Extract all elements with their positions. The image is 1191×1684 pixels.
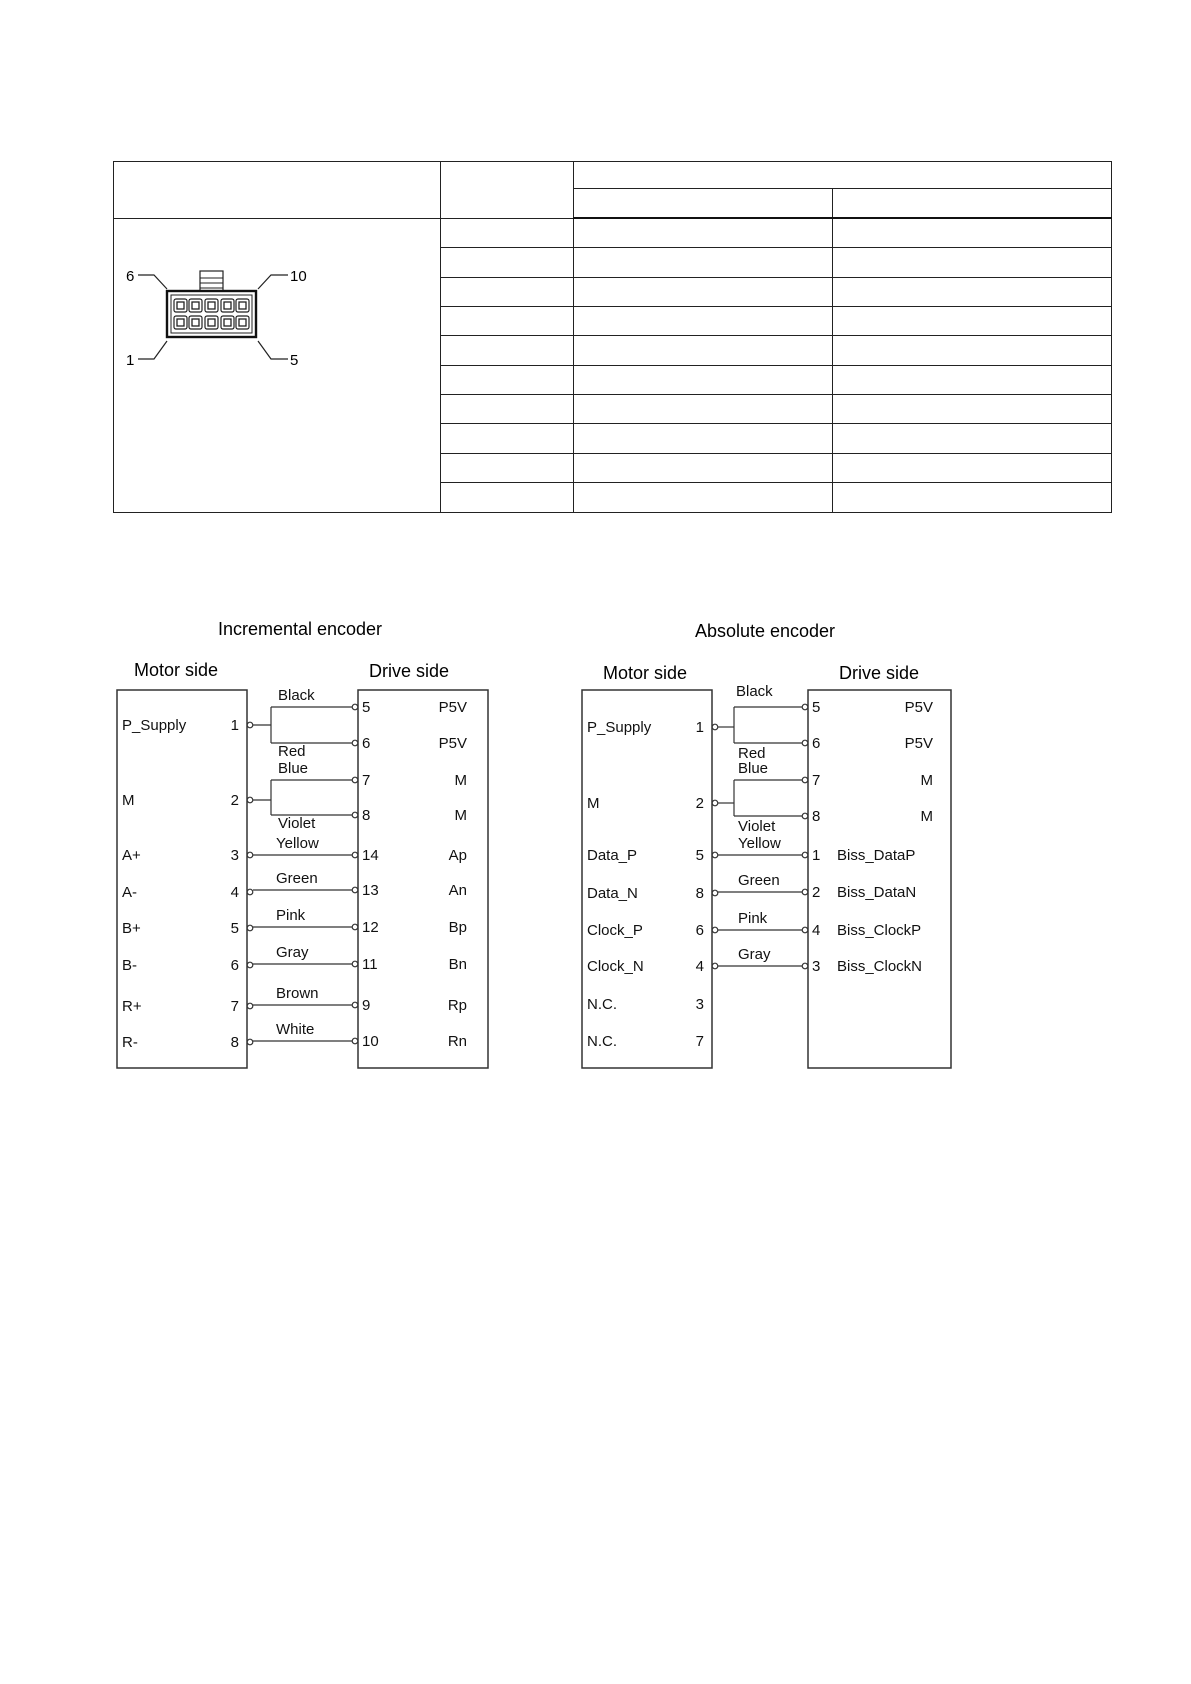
motor-pin-number: 8 [695, 885, 704, 902]
drive-terminal [352, 961, 358, 967]
motor-pin-number: 2 [695, 795, 704, 812]
drive-signal-name: Ap [448, 847, 467, 864]
wire-color-label: Violet [278, 815, 316, 832]
connector-pin-label: 5 [290, 351, 299, 369]
drive-pin-number: 7 [812, 772, 821, 789]
drive-pin-number: 8 [812, 808, 821, 825]
table-cell [833, 277, 1112, 306]
wire-color-label: White [276, 1021, 315, 1038]
wire-color-label: Red [738, 745, 766, 762]
table-cell [833, 395, 1112, 424]
motor-pin-number: 8 [230, 1034, 239, 1051]
motor-terminal [247, 925, 253, 931]
connector-housing [167, 291, 256, 337]
pin-assignment-table [113, 161, 1112, 513]
drive-terminal [802, 852, 808, 858]
motor-pin-number: 5 [230, 920, 239, 937]
wire-color-label: Gray [738, 946, 771, 963]
motor-pin-number: 6 [230, 957, 239, 974]
motor-signal-name: A- [122, 884, 137, 901]
drive-signal-name: Rp [447, 997, 467, 1014]
table-cell [833, 365, 1112, 394]
drive-terminal [352, 924, 358, 930]
motor-pin-number: 7 [695, 1033, 704, 1050]
drive-pin-number: 5 [362, 699, 371, 716]
drive-side-box [358, 690, 488, 1068]
motor-pin-number: 4 [695, 958, 704, 975]
drive-signal-name: Biss_ClockN [837, 958, 923, 975]
drive-pin-number: 4 [812, 922, 821, 939]
motor-side-header: Motor side [603, 663, 688, 683]
drive-terminal [802, 889, 808, 895]
table-cell [574, 248, 833, 277]
motor-pin-number: 5 [695, 847, 704, 864]
table-cell [574, 218, 833, 248]
drive-pin-number: 6 [362, 735, 371, 752]
drive-pin-number: 13 [362, 882, 379, 899]
motor-pin-number: 4 [230, 884, 239, 901]
drive-pin-number: 10 [362, 1033, 379, 1050]
wire-color-label: Gray [276, 944, 309, 961]
drive-terminal [802, 927, 808, 933]
table-cell [833, 307, 1112, 336]
header-cell-pin [441, 162, 574, 219]
drive-pin-number: 5 [812, 699, 821, 716]
table-cell [441, 307, 574, 336]
motor-signal-name: A+ [122, 847, 141, 864]
table-cell [441, 277, 574, 306]
connector-drawing [114, 219, 439, 509]
table-cell [574, 336, 833, 365]
header-cell-sub-2 [833, 189, 1112, 219]
table-cell [441, 248, 574, 277]
drive-terminal [802, 704, 808, 710]
motor-pin-number: 3 [695, 996, 704, 1013]
table-cell [833, 248, 1112, 277]
wire-color-label: Brown [276, 985, 319, 1002]
motor-signal-name: M [587, 795, 600, 812]
motor-signal-name: B- [122, 957, 137, 974]
motor-pin-number: 3 [230, 847, 239, 864]
drive-pin-number: 7 [362, 772, 371, 789]
drive-signal-name: Biss_ClockP [837, 922, 922, 939]
table-cell [574, 277, 833, 306]
drive-signal-name: P5V [438, 735, 467, 752]
motor-terminal [247, 889, 253, 895]
motor-signal-name: Data_N [587, 885, 638, 902]
motor-side-header: Motor side [134, 660, 219, 680]
table-cell [441, 336, 574, 365]
drive-signal-name: Biss_DataP [837, 847, 916, 864]
motor-terminal [712, 724, 718, 730]
table-cell [574, 365, 833, 394]
drive-pin-number: 3 [812, 958, 821, 975]
connector-latch [200, 271, 223, 293]
drive-pin-number: 12 [362, 919, 379, 936]
connector-pin-label: 1 [126, 351, 135, 369]
drive-terminal [802, 740, 808, 746]
motor-signal-name: R- [122, 1034, 138, 1051]
motor-pin-number: 1 [230, 717, 239, 734]
table-cell [833, 218, 1112, 248]
motor-terminal [247, 797, 253, 803]
drive-pin-number: 2 [812, 884, 821, 901]
motor-terminal [712, 852, 718, 858]
drive-terminal [802, 963, 808, 969]
drive-terminal [352, 740, 358, 746]
absolute-encoder-diagram [582, 621, 951, 1068]
motor-signal-name: Data_P [587, 847, 638, 864]
diagram-title: Incremental encoder [217, 619, 383, 639]
wire-color-label: Pink [276, 907, 306, 924]
drive-pin-number: 8 [362, 807, 371, 824]
drive-signal-name: P5V [438, 699, 467, 716]
motor-terminal [247, 1003, 253, 1009]
motor-pin-number: 6 [695, 922, 704, 939]
drive-pin-number: 11 [362, 956, 378, 973]
drive-signal-name: Biss_DataN [837, 884, 917, 901]
drive-signal-name: M [920, 772, 933, 789]
motor-signal-name: Clock_P [587, 922, 643, 939]
table-cell [574, 453, 833, 482]
wire-color-label: Yellow [738, 835, 781, 852]
drive-terminal [352, 704, 358, 710]
table-cell [441, 424, 574, 453]
drive-signal-name: Bn [448, 956, 467, 973]
wire-color-label: Blue [278, 760, 309, 777]
drive-terminal [352, 852, 358, 858]
drive-side-header: Drive side [839, 663, 920, 683]
drive-terminal [802, 777, 808, 783]
drive-signal-name: Bp [448, 919, 467, 936]
diagram-title: Absolute encoder [694, 621, 836, 641]
motor-signal-name: N.C. [587, 996, 617, 1013]
drive-signal-name: M [920, 808, 933, 825]
drive-signal-name: Rn [447, 1033, 467, 1050]
motor-pin-number: 7 [230, 998, 239, 1015]
drive-terminal [352, 812, 358, 818]
wiring-diagram [0, 600, 1191, 1080]
motor-signal-name: R+ [122, 998, 142, 1015]
table-cell [833, 336, 1112, 365]
motor-terminal [247, 962, 253, 968]
drive-signal-name: P5V [904, 735, 933, 752]
motor-pin-number: 1 [695, 719, 704, 736]
drive-terminal [352, 777, 358, 783]
motor-signal-name: B+ [122, 920, 141, 937]
wire-color-label: Black [278, 687, 315, 704]
table-row [114, 218, 1112, 248]
motor-terminal [247, 1039, 253, 1045]
drive-pin-number: 14 [362, 847, 379, 864]
drive-terminal [352, 1038, 358, 1044]
table-cell [441, 218, 574, 248]
motor-signal-name: N.C. [587, 1033, 617, 1050]
table-cell [441, 395, 574, 424]
table-cell [833, 424, 1112, 453]
table-cell [574, 395, 833, 424]
table-cell [574, 424, 833, 453]
wire-color-label: Green [276, 870, 318, 887]
table-cell [574, 483, 833, 512]
header-cell-connector [114, 162, 441, 219]
motor-terminal [247, 852, 253, 858]
motor-terminal [712, 890, 718, 896]
table-cell [441, 483, 574, 512]
motor-terminal [247, 722, 253, 728]
wire-color-label: Violet [738, 818, 776, 835]
table-cell [833, 483, 1112, 512]
wire-color-label: Pink [738, 910, 768, 927]
drive-terminal [352, 1002, 358, 1008]
table-cell [441, 453, 574, 482]
motor-signal-name: M [122, 792, 135, 809]
header-cell-sub-1 [574, 189, 833, 219]
motor-signal-name: P_Supply [122, 717, 187, 734]
drive-signal-name: An [448, 882, 467, 899]
table-cell [833, 453, 1112, 482]
drive-terminal [352, 887, 358, 893]
drive-pin-number: 1 [812, 847, 821, 864]
connector-pin-label: 10 [290, 267, 307, 285]
drive-terminal [802, 813, 808, 819]
motor-signal-name: Clock_N [587, 958, 644, 975]
connector-pin-label: 6 [126, 267, 135, 285]
motor-pin-number: 2 [230, 792, 239, 809]
motor-signal-name: P_Supply [587, 719, 652, 736]
table-cell [574, 307, 833, 336]
wire-color-label: Yellow [276, 835, 319, 852]
header-cell-group [574, 162, 1112, 189]
motor-terminal [712, 800, 718, 806]
drive-signal-name: M [454, 807, 467, 824]
drive-signal-name: M [454, 772, 467, 789]
drive-pin-number: 9 [362, 997, 371, 1014]
table-header-row [114, 162, 1112, 189]
motor-terminal [712, 963, 718, 969]
motor-terminal [712, 927, 718, 933]
drive-pin-number: 6 [812, 735, 821, 752]
wire-color-label: Red [278, 743, 306, 760]
wire-color-label: Green [738, 872, 780, 889]
table-cell [441, 365, 574, 394]
wire-color-label: Black [736, 683, 773, 700]
drive-signal-name: P5V [904, 699, 933, 716]
wire-color-label: Blue [738, 760, 769, 777]
connector-drawing-cell [114, 218, 441, 512]
drive-side-header: Drive side [369, 661, 450, 681]
incremental-encoder-diagram [117, 619, 488, 1068]
